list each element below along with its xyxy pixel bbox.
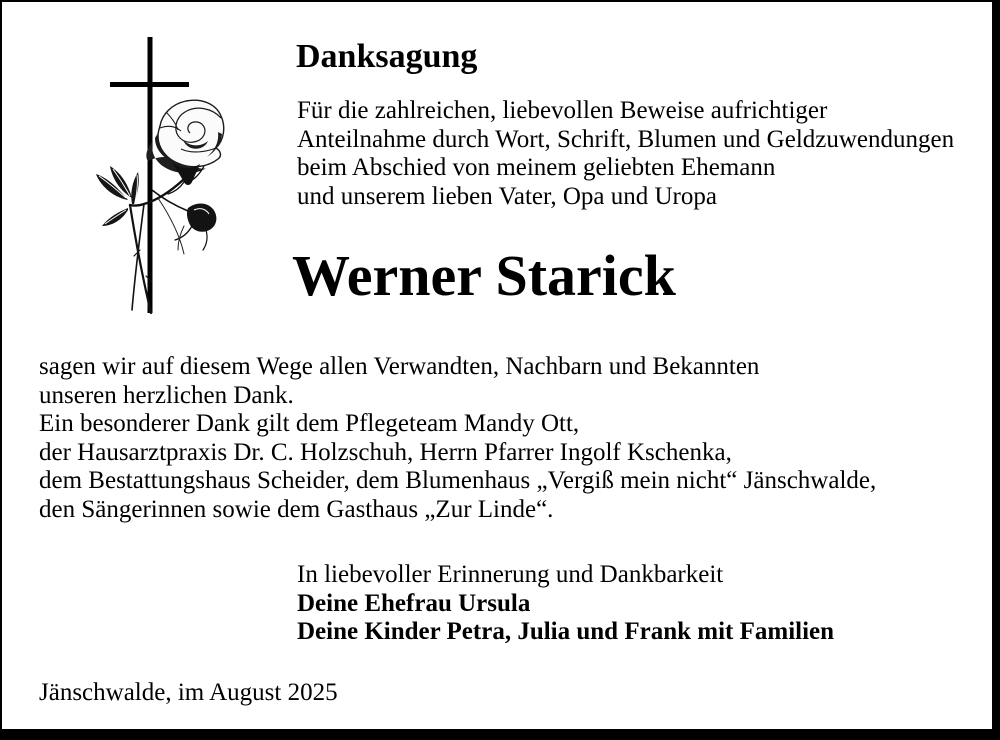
cross-with-rose-icon (88, 30, 248, 320)
scan-edge-top (0, 0, 1000, 2)
deceased-name: Werner Starick (292, 243, 676, 308)
closing-line: In liebevoller Erinnerung und Dankbarkeit (297, 561, 724, 588)
thanks-line: der Hausarztpraxis Dr. C. Holzschuh, Herrn Pfarrer Ingolf Kschenka, (39, 438, 732, 466)
notice-type-heading: Danksagung (296, 38, 478, 75)
closing-block (297, 561, 834, 647)
thanks-line: sagen wir auf diesem Wege allen Verwandten, Nachbarn und Bekannten (39, 353, 760, 380)
intro-paragraph (297, 97, 954, 211)
scan-edge-right (992, 0, 1000, 740)
intro-line: Anteilnahme durch Wort, Schrift, Blumen und Geldzuwendungen (297, 125, 955, 153)
scan-edge-left (0, 0, 2, 740)
thanks-line: den Sängerinnen sowie dem Gasthaus „Zur Linde“. (39, 495, 554, 523)
family-signature-line: Deine Ehefrau Ursula (297, 589, 531, 617)
thanks-paragraph (39, 353, 876, 524)
intro-line: beim Abschied von meinem geliebten Ehemann (297, 154, 776, 181)
scan-edge-bottom (0, 729, 1000, 740)
place-date-line: Jänschwalde, im August 2025 (39, 679, 338, 706)
intro-line: Für die zahlreichen, liebevollen Beweise aufrichtiger (297, 97, 828, 124)
thanks-line: unseren herzlichen Dank. (39, 381, 294, 409)
thanks-line: Ein besonderer Dank gilt dem Pflegeteam Mandy Ott, (39, 410, 580, 437)
family-signature-line: Deine Kinder Petra, Julia und Frank mit Familien (297, 618, 835, 645)
intro-line: und unserem lieben Vater, Opa und Uropa (297, 182, 717, 210)
thanks-line: dem Bestattungshaus Scheider, dem Blumenhaus „Vergiß mein nicht“ Jänschwalde, (39, 467, 877, 494)
